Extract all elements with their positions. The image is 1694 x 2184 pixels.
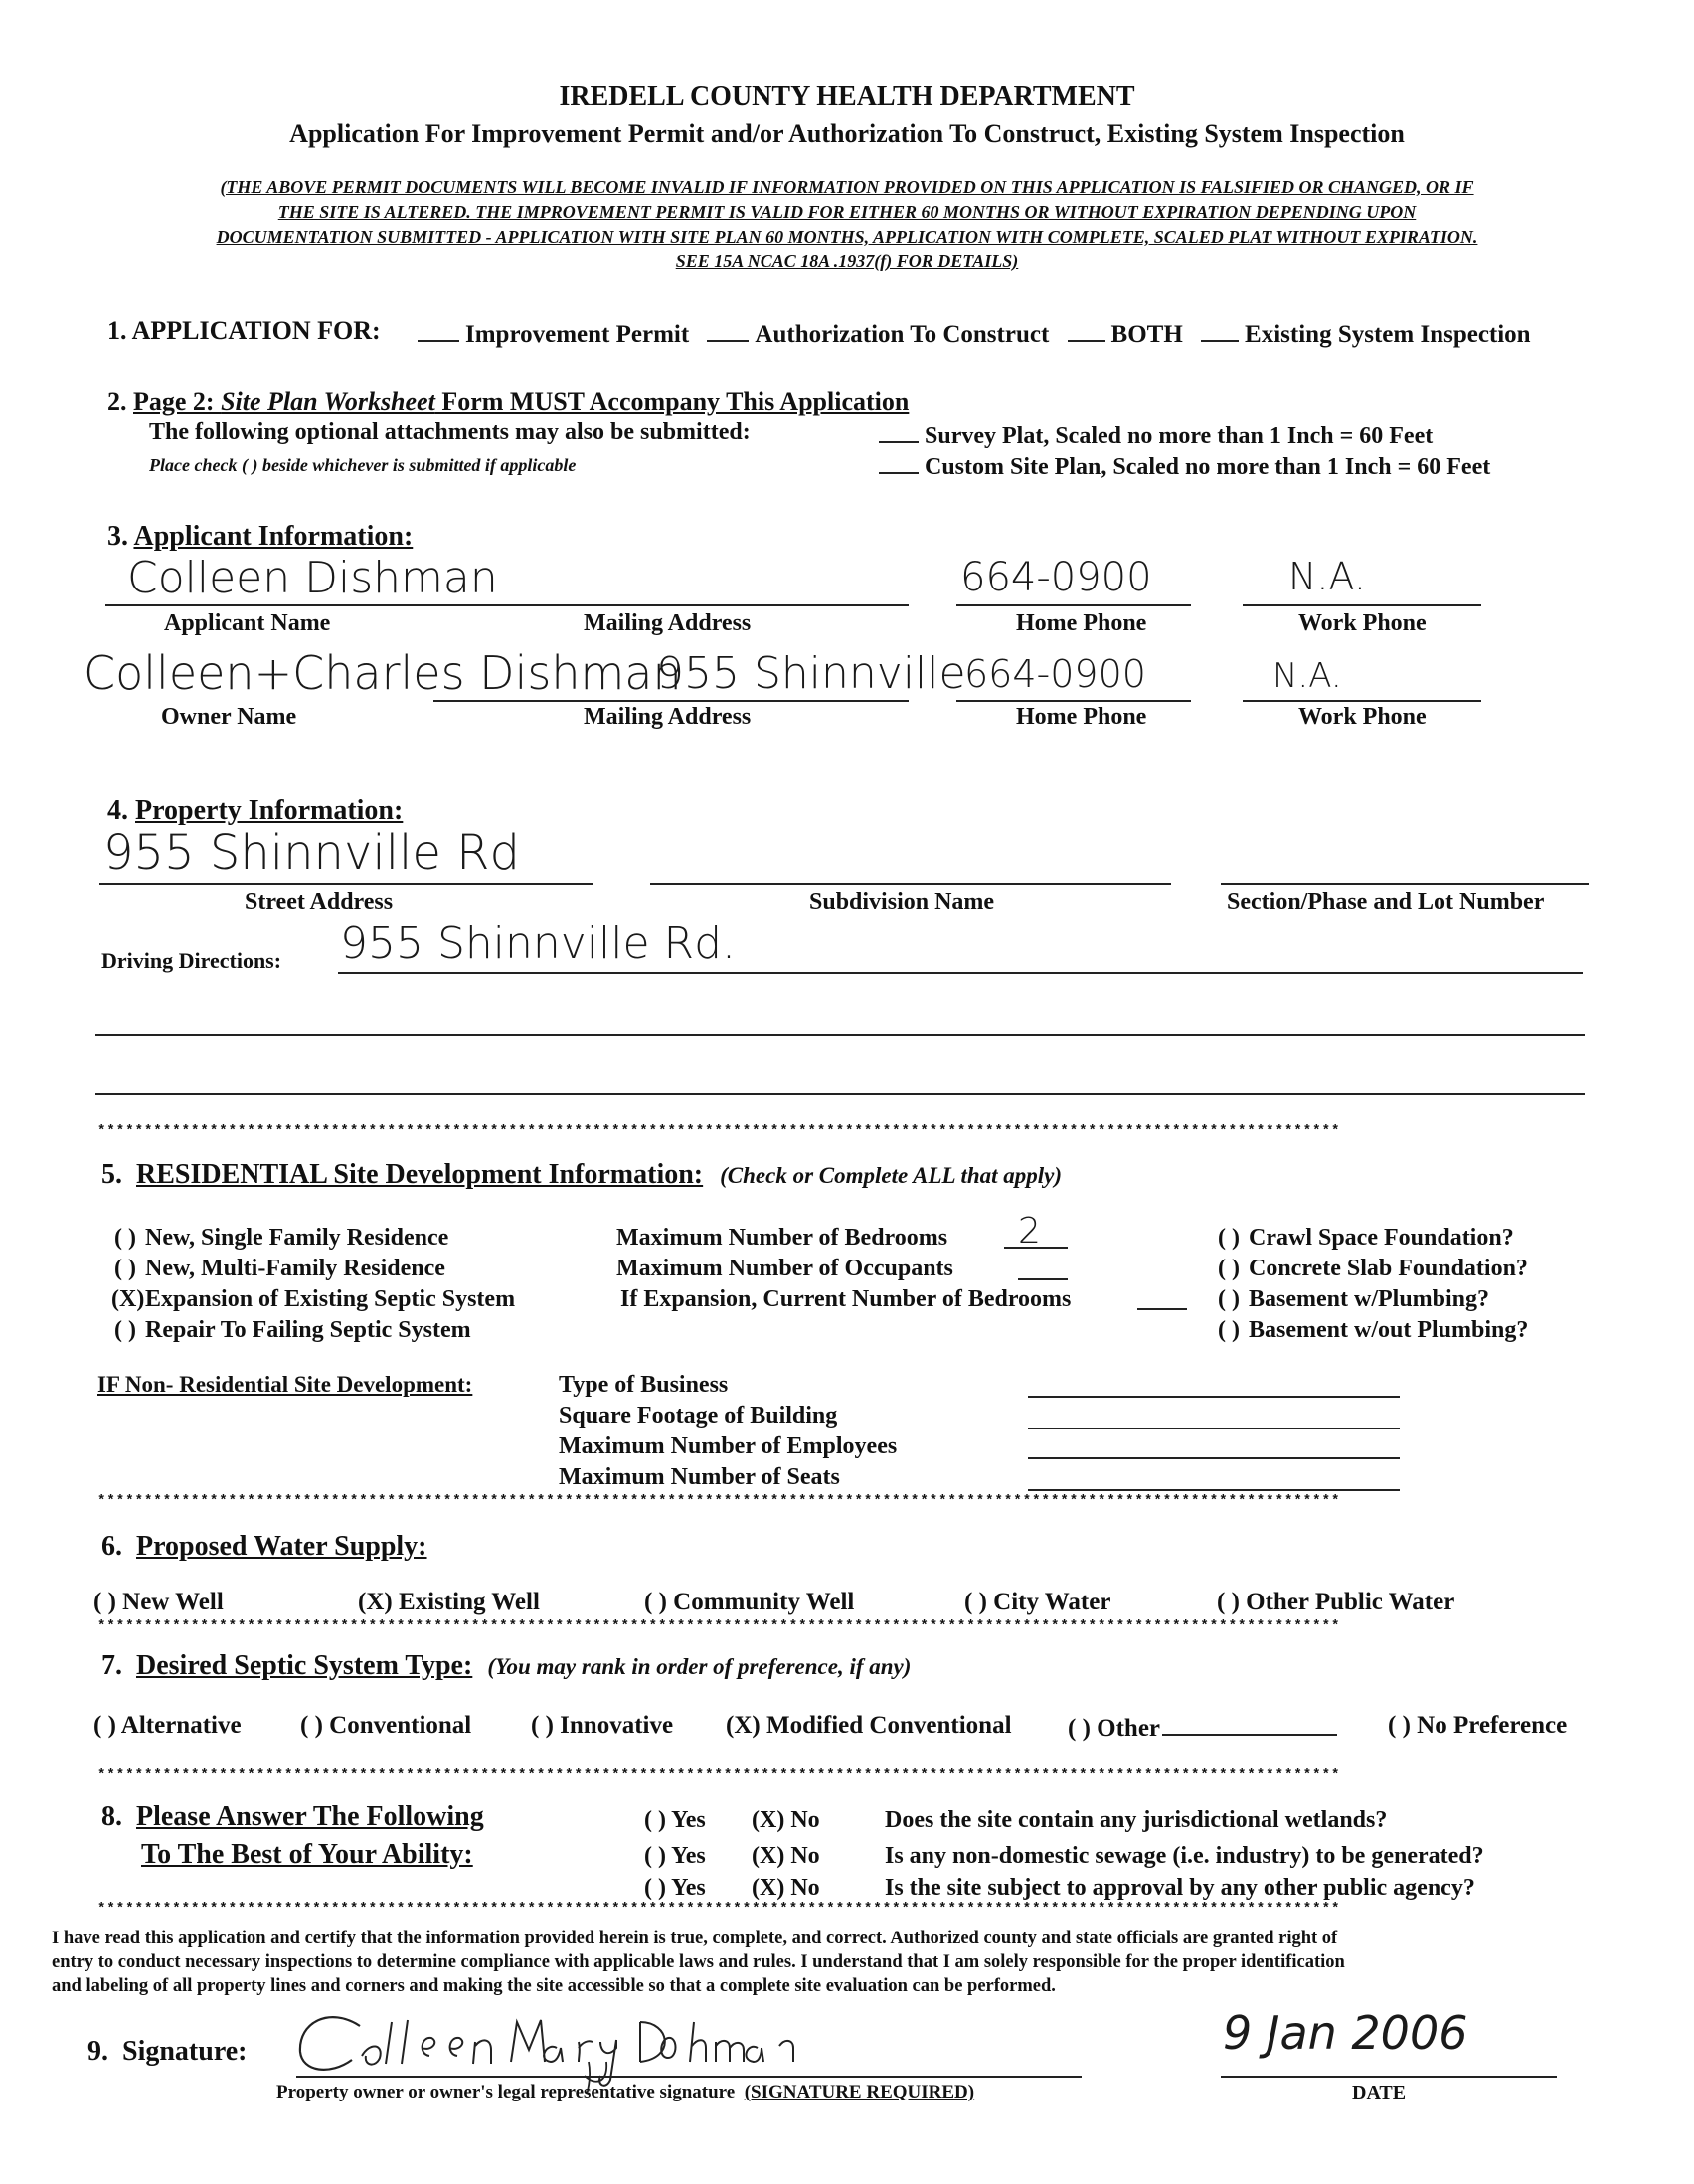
septic-no-preference-option[interactable]: ( ) No Preference xyxy=(1388,1712,1568,1739)
expansion-septic-option[interactable]: (X) Expansion of Existing Septic System xyxy=(111,1286,516,1312)
separator-3: ************************************************************************************************************************************* xyxy=(97,1618,1341,1634)
owner-mailing-address-value[interactable]: 955 Shinnville xyxy=(656,648,966,699)
basement-plumbing-option[interactable]: ( ) Basement w/Plumbing? xyxy=(1218,1286,1490,1312)
section-7-heading: 7. Desired Septic System Type: (You may rank in order of preference, if any) xyxy=(101,1650,912,1681)
applicant-home-phone-line xyxy=(956,604,1191,606)
max-bedrooms-line xyxy=(1004,1247,1068,1249)
residence-multi-option[interactable]: ( ) New, Multi-Family Residence xyxy=(114,1256,445,1281)
agency-question: Is the site subject to approval by any other public agency? xyxy=(885,1875,1475,1901)
sewage-no[interactable]: (X) No xyxy=(752,1843,820,1869)
agency-no[interactable]: (X) No xyxy=(752,1875,820,1901)
septic-modified-conventional-option[interactable]: (X) Modified Conventional xyxy=(726,1712,1012,1739)
max-employees-label: Maximum Number of Employees xyxy=(559,1433,898,1459)
owner-mailing-address-label: Mailing Address xyxy=(584,704,752,730)
disclaimer-line-2: THE SITE IS ALTERED. THE IMPROVEMENT PERMIT IS VALID FOR EITHER 60 MONTHS OR WITHOUT EXPIRATION DEPENDING UPON xyxy=(277,202,1417,222)
section-2-line-1: The following optional attachments may also be submitted: xyxy=(149,420,751,445)
square-footage-line[interactable] xyxy=(1028,1428,1400,1429)
document-subtitle: Application For Improvement Permit and/or Authorization To Construct, Existing System Inspection xyxy=(289,119,1405,148)
custom-site-plan-option[interactable]: Custom Site Plan, Scaled no more than 1 Inch = 60 Feet xyxy=(879,450,1490,481)
max-bedrooms-value[interactable]: 2 xyxy=(1018,1211,1041,1252)
wetlands-question: Does the site contain any jurisdictional wetlands? xyxy=(885,1807,1388,1833)
water-other-public-option[interactable]: ( ) Other Public Water xyxy=(1217,1589,1455,1615)
signature-line xyxy=(296,2076,1082,2078)
section-1-options xyxy=(418,318,1531,349)
certification-line-3: and labeling of all property lines and corners and making the site accessible so that a complete site evaluation can be performed. xyxy=(52,1976,1056,1996)
water-existing-well-option[interactable]: (X) Existing Well xyxy=(358,1589,540,1615)
expansion-bedrooms-line[interactable] xyxy=(1137,1308,1187,1310)
section-3-heading: 3. Applicant Information: xyxy=(107,521,414,552)
non-residential-label: IF Non- Residential Site Development: xyxy=(97,1372,473,1397)
street-address-value[interactable]: 955 Shinnville Rd xyxy=(103,825,520,881)
owner-home-phone-label: Home Phone xyxy=(1016,704,1147,730)
section-2-heading: 2. Page 2: Site Plan Worksheet Form MUST Accompany This Application xyxy=(107,387,910,416)
section-lot-label: Section/Phase and Lot Number xyxy=(1227,889,1545,915)
subdivision-line xyxy=(650,883,1171,885)
subdivision-label: Subdivision Name xyxy=(809,889,995,915)
applicant-work-phone-line xyxy=(1243,604,1481,606)
signature-label: 9. Signature: xyxy=(87,2036,248,2067)
sewage-yes[interactable]: ( ) Yes xyxy=(644,1843,706,1869)
section-4-heading: 4. Property Information: xyxy=(107,795,404,826)
option-authorization-to-construct[interactable]: Authorization To Construct xyxy=(755,321,1050,348)
owner-work-phone-value[interactable]: N.A. xyxy=(1272,656,1342,696)
max-occupants-line[interactable] xyxy=(1018,1278,1068,1280)
section-lot-line xyxy=(1221,883,1589,885)
separator-5: ************************************************************************************************************************************* xyxy=(97,1901,1341,1917)
type-of-business-line[interactable] xyxy=(1028,1396,1400,1398)
disclaimer-line-1: (THE ABOVE PERMIT DOCUMENTS WILL BECOME INVALID IF INFORMATION PROVIDED ON THIS APPLICATION IS FALSIFIED OR CHANGED, OR IF xyxy=(220,177,1474,197)
owner-name-value[interactable]: Colleen+Charles Dishman xyxy=(84,646,682,700)
water-city-option[interactable]: ( ) City Water xyxy=(964,1589,1111,1615)
max-employees-line[interactable] xyxy=(1028,1457,1400,1459)
driving-directions-label: Driving Directions: xyxy=(101,948,282,973)
date-label: DATE xyxy=(1352,2082,1407,2103)
applicant-line xyxy=(105,604,909,606)
max-seats-line[interactable] xyxy=(1028,1489,1400,1491)
applicant-mailing-address-label: Mailing Address xyxy=(584,610,752,636)
applicant-home-phone-value[interactable]: 664-0900 xyxy=(960,555,1152,600)
applicant-home-phone-label: Home Phone xyxy=(1016,610,1147,636)
section-5-heading: 5. RESIDENTIAL Site Development Information: (Check or Complete ALL that apply) xyxy=(101,1159,1063,1190)
wetlands-no[interactable]: (X) No xyxy=(752,1807,820,1833)
agency-yes[interactable]: ( ) Yes xyxy=(644,1875,706,1901)
owner-line xyxy=(433,700,909,702)
water-community-well-option[interactable]: ( ) Community Well xyxy=(644,1589,855,1615)
max-seats-label: Maximum Number of Seats xyxy=(559,1464,840,1490)
certification-line-2: entry to conduct necessary inspections to determine compliance with applicable laws and rules. I understand that I am solely responsible for the proper identification xyxy=(52,1952,1345,1972)
wetlands-yes[interactable]: ( ) Yes xyxy=(644,1807,706,1833)
section-8-heading: 8. Please Answer The Following xyxy=(101,1801,484,1832)
owner-name-label: Owner Name xyxy=(161,704,297,730)
separator-2: ************************************************************************************************************************************* xyxy=(97,1493,1341,1509)
driving-directions-line-2 xyxy=(95,1034,1585,1036)
option-improvement-permit[interactable]: Improvement Permit xyxy=(465,321,690,348)
signature-image[interactable] xyxy=(290,2002,927,2092)
applicant-work-phone-value[interactable]: N.A. xyxy=(1288,555,1366,598)
certification-line-1: I have read this application and certify that the information provided herein is true, complete, and correct. Authorized county and state officials are granted right of xyxy=(52,1929,1338,1948)
repair-septic-option[interactable]: ( ) Repair To Failing Septic System xyxy=(114,1317,471,1343)
option-both[interactable]: BOTH xyxy=(1110,321,1183,348)
sewage-question: Is any non-domestic sewage (i.e. industry) to be generated? xyxy=(885,1843,1484,1869)
street-address-label: Street Address xyxy=(245,889,394,915)
owner-work-phone-label: Work Phone xyxy=(1298,704,1427,730)
section-8-heading-2: To The Best of Your Ability: xyxy=(141,1839,473,1870)
owner-work-phone-line xyxy=(1243,700,1481,702)
survey-plat-option[interactable]: Survey Plat, Scaled no more than 1 Inch = 60 Feet xyxy=(879,420,1433,450)
date-value[interactable]: 9 Jan 2006 xyxy=(1223,2006,1468,2060)
applicant-name-label: Applicant Name xyxy=(164,610,331,636)
section-2-line-2: Place check ( ) beside whichever is submitted if applicable xyxy=(149,455,577,475)
driving-directions-line-1 xyxy=(338,972,1583,974)
document-title: IREDELL COUNTY HEALTH DEPARTMENT xyxy=(559,82,1135,112)
residence-single-option[interactable]: ( ) New, Single Family Residence xyxy=(114,1225,449,1251)
basement-no-plumbing-option[interactable]: ( ) Basement w/out Plumbing? xyxy=(1218,1317,1529,1343)
owner-home-phone-value[interactable]: 664-0900 xyxy=(964,652,1146,696)
option-existing-system-inspection[interactable]: Existing System Inspection xyxy=(1245,321,1531,348)
applicant-work-phone-label: Work Phone xyxy=(1298,610,1427,636)
owner-home-phone-line xyxy=(956,700,1191,702)
septic-alternative-option[interactable]: ( ) Alternative xyxy=(93,1712,242,1739)
septic-conventional-option[interactable]: ( ) Conventional xyxy=(300,1712,472,1739)
septic-other-option[interactable]: ( ) Other xyxy=(1068,1712,1343,1743)
max-occupants-label: Maximum Number of Occupants xyxy=(616,1256,953,1281)
separator-1: ************************************************************************************************************************************* xyxy=(97,1123,1341,1139)
expansion-bedrooms-label: If Expansion, Current Number of Bedrooms xyxy=(620,1286,1072,1312)
driving-directions-line-3 xyxy=(95,1093,1585,1095)
disclaimer-line-4: SEE 15A NCAC 18A .1937(f) FOR DETAILS) xyxy=(675,252,1019,271)
signature-caption: Property owner or owner's legal representative signature (SIGNATURE REQUIRED) xyxy=(276,2082,975,2102)
date-line xyxy=(1221,2076,1557,2078)
max-bedrooms-label: Maximum Number of Bedrooms xyxy=(616,1225,948,1251)
section-1-heading: 1. APPLICATION FOR: xyxy=(107,316,381,345)
septic-innovative-option[interactable]: ( ) Innovative xyxy=(531,1712,674,1739)
separator-4: ************************************************************************************************************************************* xyxy=(97,1767,1341,1783)
water-new-well-option[interactable]: ( ) New Well xyxy=(93,1589,224,1615)
driving-directions-value[interactable]: 955 Shinnville Rd. xyxy=(340,919,737,969)
concrete-slab-option[interactable]: ( ) Concrete Slab Foundation? xyxy=(1218,1256,1528,1281)
disclaimer-line-3: DOCUMENTATION SUBMITTED - APPLICATION WITH SITE PLAN 60 MONTHS, APPLICATION WITH COMPLETE, SCALED PLAT WITHOUT EXPIRATION. xyxy=(216,227,1478,247)
street-address-line xyxy=(99,883,593,885)
square-footage-label: Square Footage of Building xyxy=(559,1403,838,1428)
applicant-name-value[interactable]: Colleen Dishman xyxy=(127,553,498,603)
section-6-heading: 6. Proposed Water Supply: xyxy=(101,1531,427,1562)
type-of-business-label: Type of Business xyxy=(559,1372,729,1398)
crawl-space-option[interactable]: ( ) Crawl Space Foundation? xyxy=(1218,1225,1514,1251)
